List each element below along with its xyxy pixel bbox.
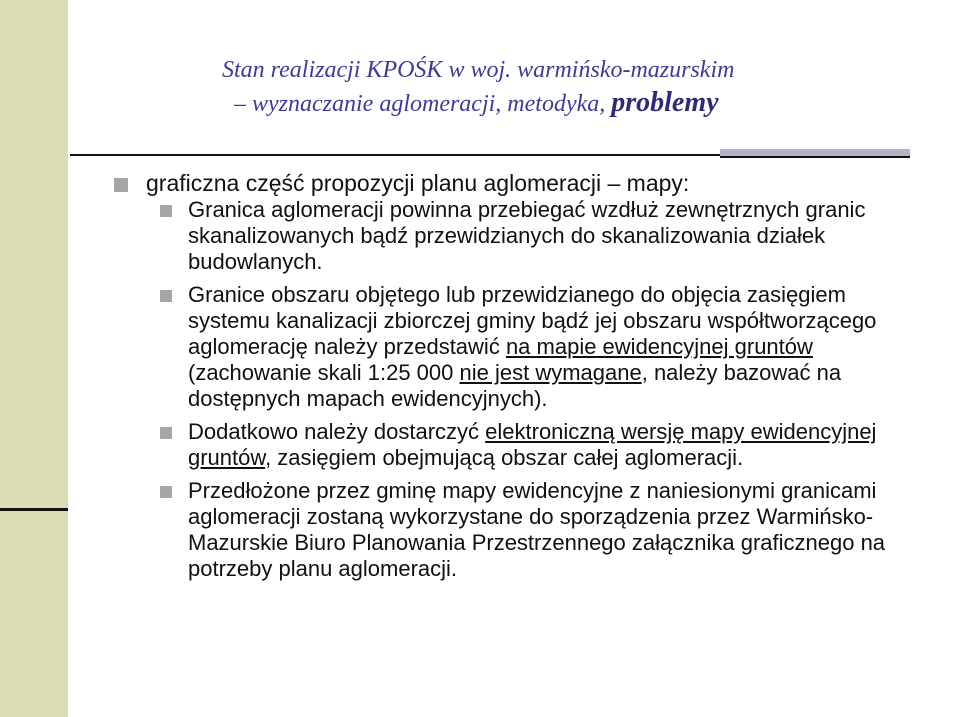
sub-bullet-1 (110, 197, 910, 275)
title-emphasis: problemy (611, 87, 719, 118)
sub-bullet-2-underlined-2: nie jest wymagane (459, 360, 642, 385)
sub-bullet-2 (110, 282, 910, 412)
bullet-square-icon (160, 427, 172, 439)
sub-bullet-1-text: Granica aglomeracji powinna przebiegać wzdłuż zewnętrznych granic skanalizowanych bądź przewidzianych do skanalizowania działek budowlanych. (188, 197, 866, 274)
sub-bullet-2-underlined-1: na mapie ewidencyjnej gruntów (505, 334, 813, 359)
title-line-2-text: – wyznaczanie aglomeracji, metodyka, (234, 91, 612, 117)
sub-bullet-2-text: Granice obszaru objętego lub przewidzianego do objęcia zasięgiem systemu kanalizacji zbiorczej gminy bądź jej obszaru współtworzącego aglomerację należy przedstawić (188, 282, 877, 359)
left-decorative-band (0, 0, 68, 717)
sub-bullet-3-underlined: elektroniczną wersję mapy ewidencyjnej gruntów (188, 419, 877, 470)
title-divider-accent-line (720, 156, 910, 158)
sub-bullet-2-text-3: , należy bazować na dostępnych mapach ewidencyjnych). (188, 360, 842, 411)
bullet-square-icon (160, 290, 172, 302)
slide-title (150, 54, 940, 121)
title-line-1: Stan realizacji KPOŚK w woj. warmińsko-mazurskim (222, 57, 735, 83)
title-divider (70, 154, 720, 156)
left-band-rule (0, 508, 68, 511)
sub-bullet-4 (110, 478, 910, 582)
bullet-main (110, 170, 910, 197)
bullet-square-icon (160, 205, 172, 217)
bullet-square-icon (114, 178, 128, 192)
sub-bullet-3-text: Dodatkowo należy dostarczyć (188, 419, 486, 444)
sub-bullet-2-text-2: (zachowanie skali 1:25 000 (188, 360, 460, 385)
sub-bullet-4-text: Przedłożone przez gminę mapy ewidencyjne z naniesionymi granicami aglomeracji zostaną wykorzystane do sporządzenia przez Warmińsko-Mazurskie Biuro Planowania Przestrzennego załącznika graficznego na potrzeby planu aglomeracji. (188, 478, 886, 581)
bullet-main-text: graficzna część propozycji planu aglomeracji – mapy: (146, 170, 690, 196)
sub-bullet-3-text-2: , zasięgiem obejmującą obszar całej aglomeracji. (265, 445, 744, 470)
bullet-square-icon (160, 486, 172, 498)
sub-bullet-3 (110, 419, 910, 471)
slide-body (110, 170, 910, 582)
title-line-2 (234, 86, 940, 121)
